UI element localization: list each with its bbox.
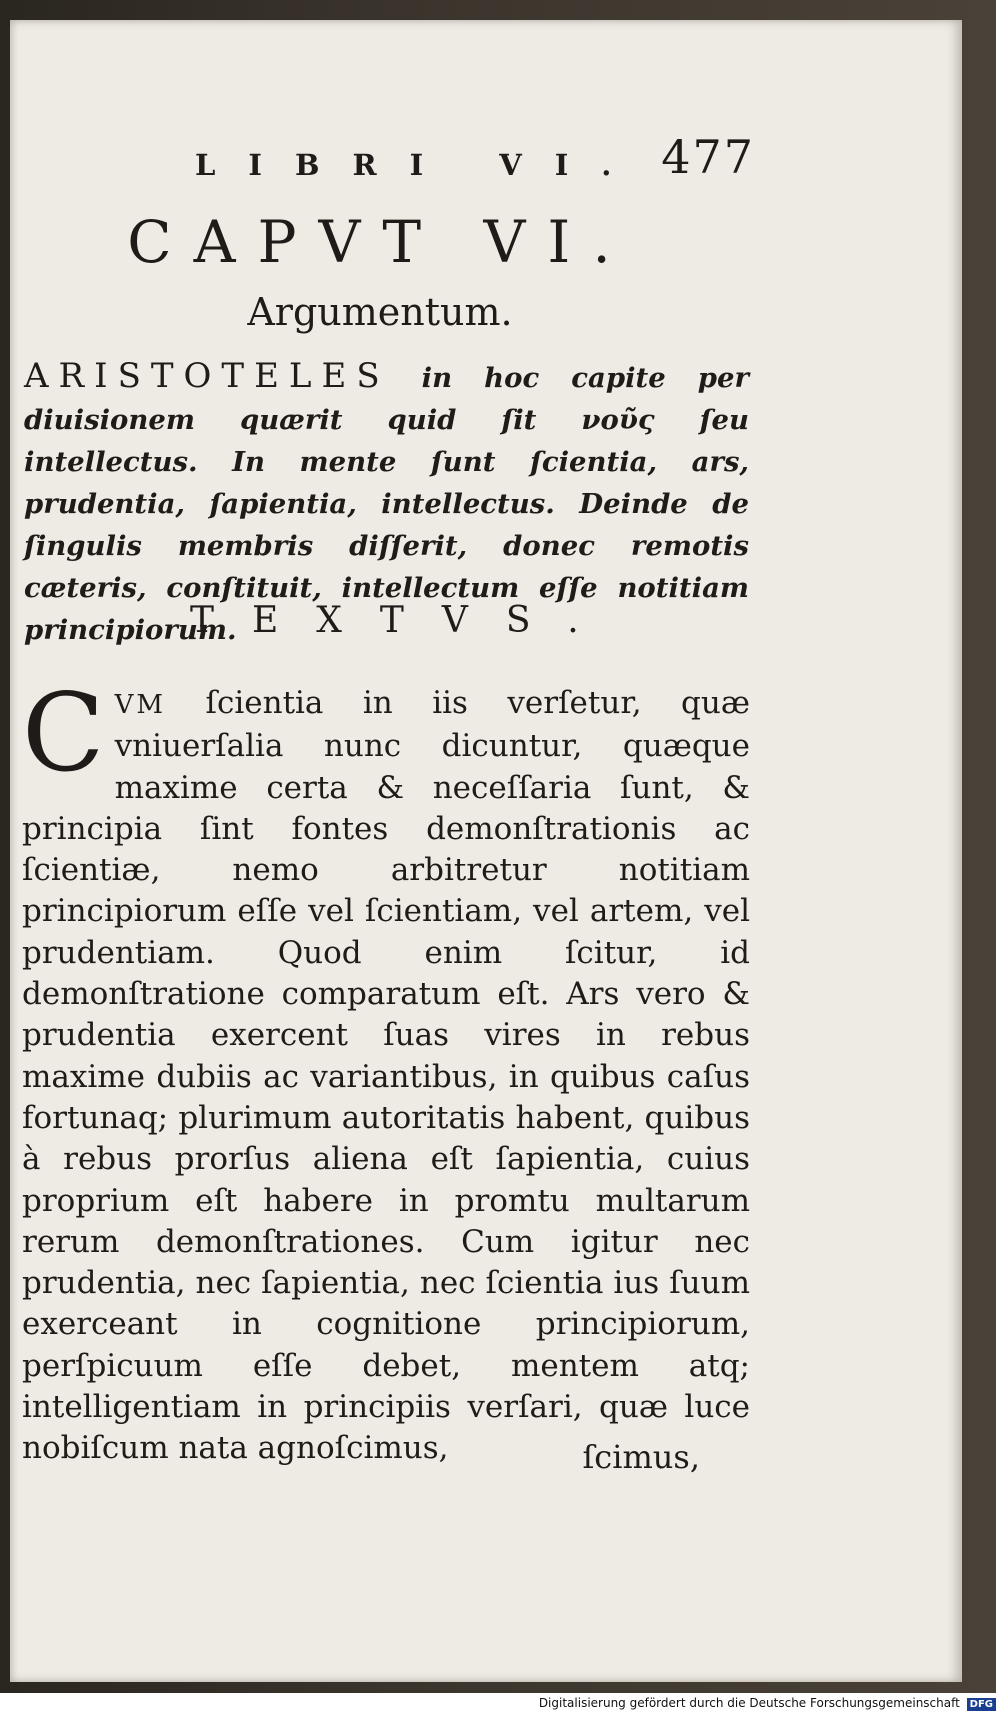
main-text-paragraph — [22, 671, 750, 1470]
catchword: ſcimus, — [582, 1438, 700, 1476]
dfg-logo: DFG — [967, 1698, 996, 1711]
running-head-text: LIBRI VI. — [195, 148, 645, 182]
page-number: 477 — [661, 130, 755, 184]
textus-heading: TEXTVS. — [190, 600, 617, 641]
argument-lead-word: ARISTOTELES — [24, 356, 390, 396]
book-page — [10, 20, 962, 1682]
running-head — [195, 130, 755, 184]
argument-text: in hoc capite per diuisionem quærit quid ſit νοῦς ſeu intellectus. In mente ſunt ſcientia, ars, prudentia, ſapientia, intellectus. Deinde de ſingulis membris diſſerit, donec remotis cæteris, conſtituit, intellectum eſſe notitiam principiorum. — [24, 362, 749, 646]
body-lead-small-caps: VM — [114, 690, 167, 720]
footer-credit: Digitalisierung gefördert durch die Deutsche Forschungsgemeinschaft — [538, 1696, 960, 1710]
body-text: ſcientia in iis verſetur, quæ vniuerſalia nunc dicuntur, quæque maxime certa & neceſſaria ſunt, & principia ſint fontes demonſtrationis ac ſcientiæ, nemo arbitretur notitiam principiorum eſſe vel ſcientiam, vel artem, vel prudentiam. Quod enim ſcitur, id demonſtratione comparatum eſt. Ars vero & prudentia exercent ſuas vires in rebus maxime dubiis ac variantibus, in quibus caſus fortunaq; plurimum autoritatis habent, quibus à rebus prorſus aliena eſt ſapientia, cuius proprium eſt habere in promtu multarum rerum demonſtrationes. Cum igitur nec prudentia, nec ſapientia, nec ſcientia ius ſuum exerceant in cognitione principiorum, perſpicuum eſſe debet, mentem atq; intelligentiam in principiis verſari, quæ luce nobiſcum nata agnoſcimus, — [22, 685, 750, 1467]
digitization-footer — [539, 1696, 996, 1712]
argument-title: Argumentum. — [247, 290, 513, 334]
chapter-title: CAPVT VI. — [127, 208, 633, 276]
drop-cap: C — [22, 671, 105, 796]
